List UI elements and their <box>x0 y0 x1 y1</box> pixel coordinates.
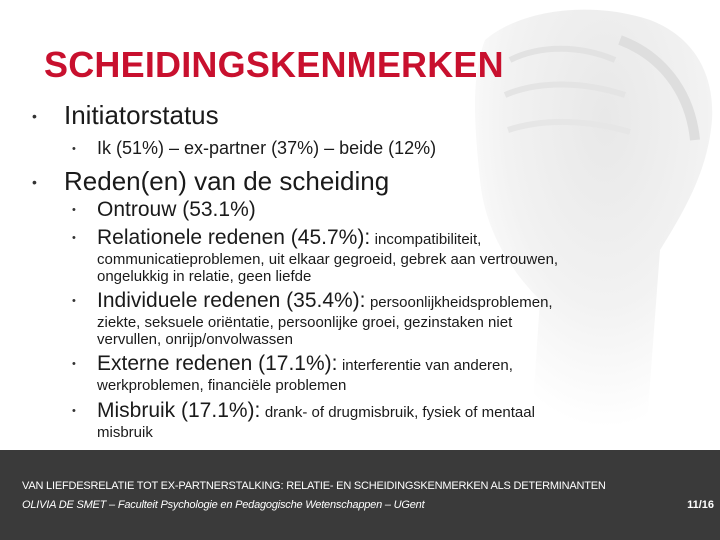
list-item-detail: interferentie van anderen, <box>341 357 513 374</box>
page-title: SCHEIDINGSKENMERKEN <box>44 44 504 85</box>
list-item-text: Ontrouw (53.1%) <box>97 198 256 221</box>
list-item-detail: incompatibiliteit, <box>374 231 482 248</box>
list-item-continuation: ongelukkig in relatie, geen liefde <box>97 268 312 285</box>
list-item-text: Individuele redenen (35.4%): <box>97 289 366 312</box>
page-number: 11/16 <box>687 499 714 511</box>
bullet-icon: • <box>32 108 37 124</box>
list-item-text: Ik (51%) – ex-partner (37%) – beide (12%) <box>97 138 437 158</box>
list-item-detail: drank- of drugmisbruik, fysiek of mentaal <box>264 404 535 421</box>
list-item-continuation: vervullen, onrijp/onvolwassen <box>97 331 293 348</box>
bullet-icon: • <box>72 232 76 244</box>
list-item-text: Misbruik (17.1%): <box>97 399 261 422</box>
footer-author: OLIVIA DE SMET – Faculteit Psychologie en Pedagogische Wetenschappen – UGent <box>22 499 425 511</box>
list-item-text: Initiatorstatus <box>64 100 219 130</box>
list-item-text: Relationele redenen (45.7%): <box>97 226 371 249</box>
bullet-icon: • <box>72 204 76 216</box>
bullet-icon: • <box>72 295 76 307</box>
list-item-detail: persoonlijkheidsproblemen, <box>369 294 553 311</box>
bullet-icon: • <box>72 405 76 417</box>
bullet-icon: • <box>72 143 76 155</box>
footer <box>0 450 720 540</box>
list-item-text: Reden(en) van de scheiding <box>64 166 390 196</box>
list-item-continuation: misbruik <box>97 424 153 441</box>
list-item-continuation: communicatieproblemen, uit elkaar gegroeid, gebrek aan vertrouwen, <box>97 251 559 268</box>
list-item-text: Externe redenen (17.1%): <box>97 352 338 375</box>
list-item-continuation: werkproblemen, financiële problemen <box>97 377 347 394</box>
footer-title: VAN LIEFDESRELATIE TOT EX-PARTNERSTALKING: RELATIE- EN SCHEIDINGSKENMERKEN ALS DETERMINANTEN <box>22 480 606 492</box>
bullet-icon: • <box>32 174 37 190</box>
bullet-icon: • <box>72 358 76 370</box>
list-item-continuation: ziekte, seksuele oriëntatie, persoonlijke groei, gezinstaken niet <box>97 314 513 331</box>
